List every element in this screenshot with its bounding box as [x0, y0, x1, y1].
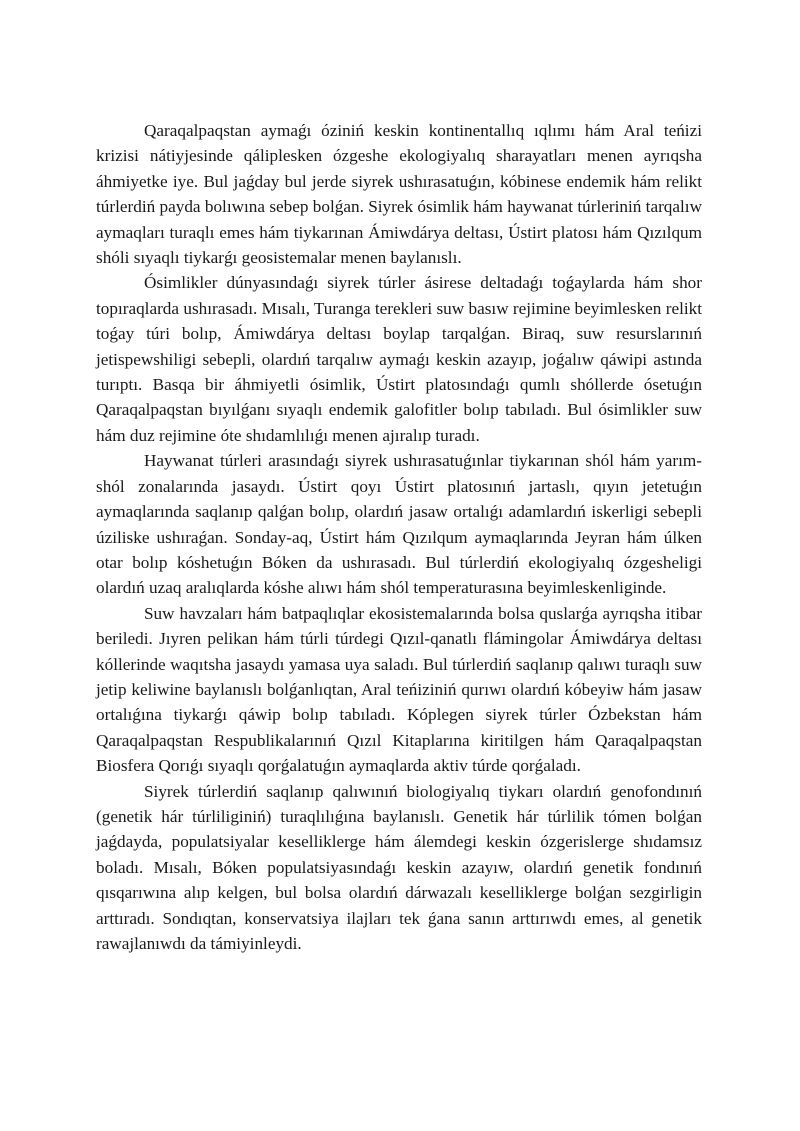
paragraph-1: Qaraqalpaqstan aymaǵı óziniń keskin kontinentallıq ıqlımı hám Aral teńizi krizisi nátiyjesinde qáliplesken ózgeshe ekologiyalıq sharayatları menen ayrıqsha áhmiyetke iye. Bul jaǵday bul jerde siyrek ushırasatuǵın, kóbinese endemik hám relikt túrlerdiń payda bolıwına sebep bolǵan. Siyrek ósimlik hám haywanat túrleriniń tarqalıw aymaqları turaqlı emes hám tiykarınan Ámiwdárya deltası, Ústirt platosı hám Qızılqum shóli sıyaqlı tiykarǵı geosistemalar menen baylanıslı. — [96, 121, 702, 268]
paragraph-4: Suw havzaları hám batpaqlıqlar ekosistemalarında bolsa quslarǵa ayrıqsha itibar beriledi. Jıyren pelikan hám túrli túrdegi Qızıl-qanatlı flámingolar Ámiwdárya deltası kóllerinde waqıtsha jasaydı yamasa uya saladı. Bul túrlerdiń saqlanıp qalıwı turaqlı suw jetip keliwine baylanıslı bolǵanlıqtan, Aral teńiziniń qurıwı olardıń kóbeyiw hám jasaw ortalıǵına tiykarǵı qáwip bolıp tabıladı. Kóplegen siyrek túrler Ózbekstan hám Qaraqalpaqstan Respublikalarınıń Qızıl Kitaplarına kiritilgen hám Qaraqalpaqstan Biosfera Qorıǵı sıyaqlı qorǵalatuǵın aymaqlarda aktiv túrde qorǵaladı. — [96, 603, 702, 776]
paragraph-5: Siyrek túrlerdiń saqlanıp qalıwınıń biologiyalıq tiykarı olardıń genofondınıń (genetik hár túrliliginiń) turaqlılıǵına baylanıslı. Genetik hár túrlilik tómen bolǵan jaǵdayda, populatsiyalar keselliklerge hám álemdegi keskin ózgerislerge shıdamsız boladı. Mısalı, Bóken populatsiyasındaǵı keskin azayıw, olardıń genetik fondınıń qısqarıwına alıp kelgen, bul bolsa olardıń dárwazalı keselliklerge bolǵan sezgirligin arttıradı. Sondıqtan, konservatsiya ilajları tek ǵana sanın arttırıwdı emes, al genetik rawajlanıwdı da támiyinleydi. — [96, 781, 702, 953]
paragraph-3: Haywanat túrleri arasındaǵı siyrek ushırasatuǵınlar tiykarınan shól hám yarım-shól zonalarında jasaydı. Ústirt qoyı Ústirt platosınıń jartaslı, qıyın jetetuǵın aymaqlarında saqlanıp qalǵan bolıp, olardıń jasaw ortalıǵı adamlardıń iskerligi sebepli úziliske ushıraǵan. Sonday-aq, Ústirt hám Qızılqum aymaqlarında Jeyran hám úlken otar bolıp kóshetuǵın Bóken da ushırasadı. Bul túrlerdiń ekologiyalıq ózgesheligi olardıń uzaq aralıqlarda kóshe alıwı hám shól temperaturasına beyimleskenliginde. — [96, 451, 702, 598]
body-text — [96, 118, 702, 956]
paragraph-2: Ósimlikler dúnyasındaǵı siyrek túrler ásirese deltadaǵı toǵaylarda hám shor topıraqlarda ushırasadı. Mısalı, Turanga terekleri suw basıw rejimine beyimlesken relikt toǵay túri bolıp, Ámiwdárya deltası boylap tarqalǵan. Biraq, suw resurslarınıń jetispewshiligi sebepli, olardıń tarqalıw aymaǵı keskin azayıp, joǵalıw qáwipi astında turıptı. Basqa bir áhmiyetli ósimlik, Ústirt platosındaǵı qumlı shóllerde ósetuǵın Qaraqalpaqstan bıyılǵanı sıyaqlı endemik galofitler bolıp tabıladı. Bul ósimlikler suw hám duz rejimine óte shıdamlılıǵı menen ajıralıp turadı. — [96, 273, 702, 445]
